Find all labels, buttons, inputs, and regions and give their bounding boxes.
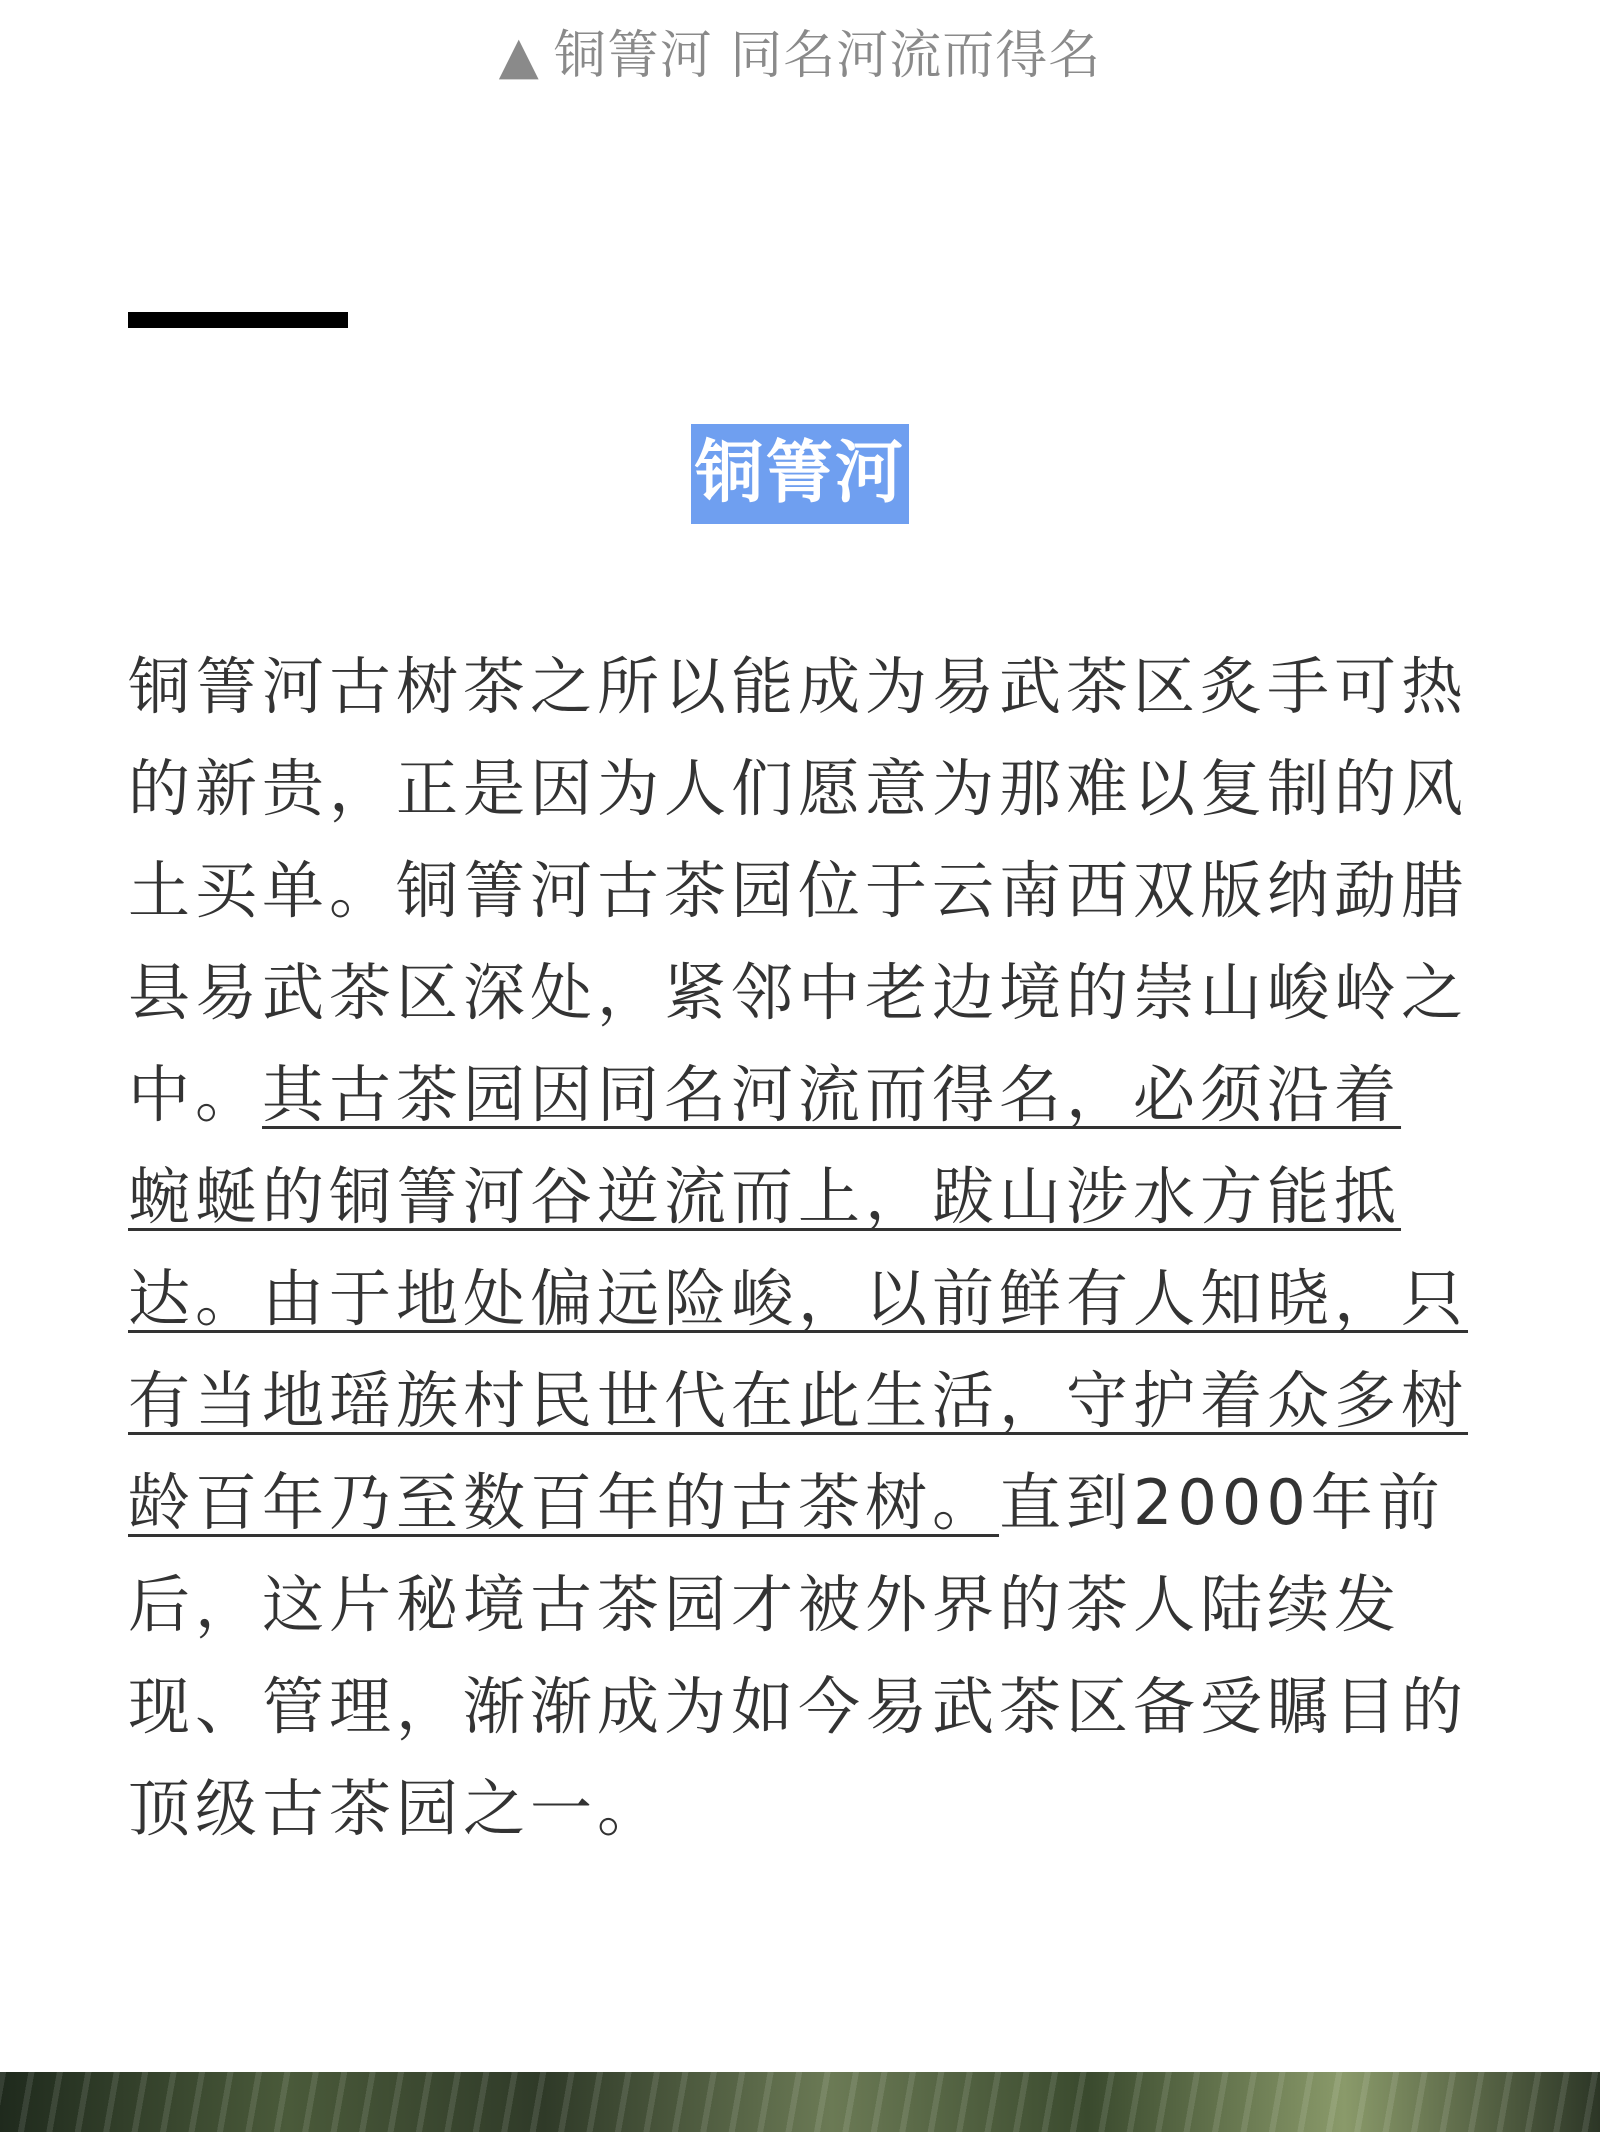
up-triangle-icon: ▲ (498, 26, 540, 86)
paragraph-text-intro: 铜箐河古树茶之所以能成为易武茶区炙手可热的新贵，正是因为人们愿意为那难以复制的风土买单。铜箐河古茶园位于云南西双版纳勐腊县易武茶区深处，紧邻中老边境的崇山峻岭之中。 (128, 650, 1469, 1131)
image-caption (0, 18, 1600, 94)
paragraph-text-underlined: 其古茶园因同名河流而得名，必须沿着蜿蜒的铜箐河谷逆流而上，跋山涉水方能抵达。由于地处偏远险峻，以前鲜有人知晓，只有当地瑶族村民世代在此生活，守护着众多树龄百年乃至数百年的古茶树。 (128, 1058, 1469, 1539)
caption-text: 铜箐河 同名河流而得名 (553, 26, 1102, 86)
paragraph-text-conclusion: 直到2000年前后，这片秘境古茶园才被外界的茶人陆续发现、管理，渐渐成为如今易武茶区备受瞩目的顶级古茶园之一。 (128, 1466, 1469, 1845)
section-heading-container (0, 424, 1600, 524)
article-paragraph (128, 636, 1468, 1860)
section-divider-bar (128, 312, 348, 328)
section-heading: 铜箐河 (691, 424, 909, 524)
tea-garden-photo (0, 2072, 1600, 2132)
